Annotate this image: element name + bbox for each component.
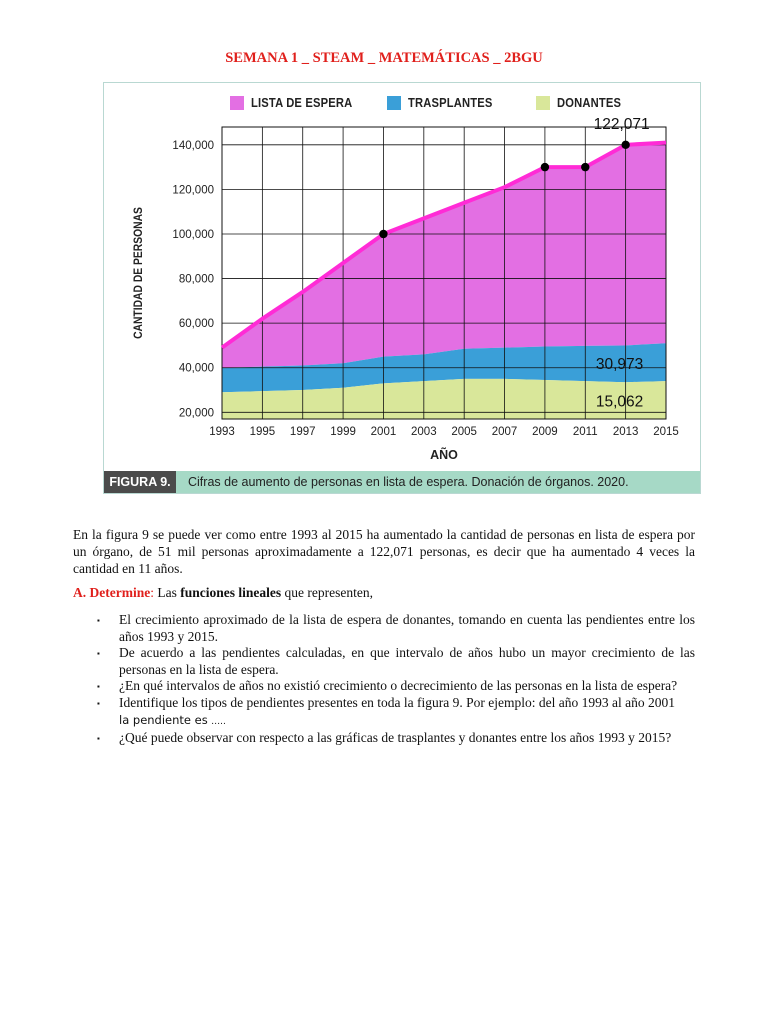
data-point-marker bbox=[541, 163, 549, 171]
list-item-text: ¿Qué puede observar con respecto a las gráficas de trasplantes y donantes entre los años 1993 y 2015? bbox=[119, 730, 672, 746]
bullet-icon: ▪ bbox=[97, 698, 100, 708]
data-point-marker bbox=[621, 141, 629, 149]
list-item bbox=[97, 645, 695, 678]
y-tick-label: 80,000 bbox=[178, 273, 214, 286]
bullet-icon: ▪ bbox=[97, 616, 100, 625]
chart-area bbox=[104, 83, 700, 469]
x-tick-label: 2015 bbox=[653, 426, 679, 438]
list-item bbox=[97, 612, 695, 645]
legend-label-donors: DONANTES bbox=[557, 95, 622, 110]
document-title: SEMANA 1 _ STEAM _ MATEMÁTICAS _ 2BGU bbox=[225, 50, 543, 66]
task-heading-colon: : bbox=[150, 585, 154, 600]
data-point-marker bbox=[379, 230, 387, 238]
task-heading-strong: funciones lineales bbox=[180, 585, 282, 600]
x-tick-label: 1993 bbox=[209, 426, 235, 438]
task-heading-post: que representen, bbox=[281, 585, 373, 600]
data-point-marker bbox=[581, 163, 589, 171]
x-tick-label: 2011 bbox=[572, 426, 598, 438]
y-tick-label: 40,000 bbox=[178, 362, 214, 375]
list-item bbox=[97, 730, 695, 747]
x-tick-label: 1995 bbox=[249, 426, 276, 438]
list-item-note: la pendiente es bbox=[119, 712, 208, 727]
figure-9 bbox=[103, 82, 701, 494]
x-tick-label: 2001 bbox=[370, 426, 397, 438]
data-annotation-label: 122,071 bbox=[593, 116, 650, 134]
x-tick-label: 2007 bbox=[491, 426, 518, 438]
task-heading-lead: A. Determine bbox=[73, 585, 151, 600]
list-item bbox=[97, 695, 695, 730]
y-tick-label: 120,000 bbox=[172, 184, 214, 197]
y-tick-label: 20,000 bbox=[178, 407, 214, 420]
list-item bbox=[97, 678, 695, 695]
bullet-icon: ▪ bbox=[97, 682, 100, 692]
y-tick-label: 60,000 bbox=[178, 318, 214, 331]
y-tick-label: 140,000 bbox=[172, 139, 214, 152]
x-tick-label: 2013 bbox=[612, 426, 639, 438]
list-item-text: El crecimiento aproximado de la lista de espera de donantes, tomando en cuenta las pendientes entre los años 1993 y 2015. bbox=[119, 612, 695, 644]
data-annotation-label: 30,973 bbox=[595, 355, 644, 373]
x-tick-label: 2005 bbox=[451, 426, 477, 438]
list-item-dots: ….. bbox=[211, 716, 226, 727]
figure-caption bbox=[104, 471, 700, 493]
y-axis-label: CANTIDAD DE PERSONAS bbox=[132, 207, 146, 339]
task-heading-pre: Las bbox=[153, 585, 181, 600]
x-axis-label: AÑO bbox=[430, 448, 458, 462]
list-item-text: De acuerdo a las pendientes calculadas, en que intervalo de años hubo un mayor crecimiento de las personas en la lista de espera. bbox=[119, 645, 695, 677]
figure-caption-tag: FIGURA 9. bbox=[104, 471, 176, 493]
list-item-text: ¿En qué intervalos de años no existió crecimiento o decrecimiento de las personas en la lista de espera? bbox=[119, 678, 678, 694]
intro-paragraph: En la figura 9 se puede ver como entre 1993 al 2015 ha aumentado la cantidad de personas en lista de espera por un órgano, de 51 mil personas aproximadamente a 122,071 personas, es decir que ha aumentado 4 veces la cantidad en 11 años. bbox=[73, 527, 695, 576]
data-annotation-label: 15,062 bbox=[595, 393, 644, 411]
list-item-text: Identifique los tipos de pendientes presentes en toda la figura 9. Por ejemplo: del año 1993 al año 2001 bbox=[119, 694, 675, 710]
x-tick-label: 2009 bbox=[532, 426, 558, 438]
x-tick-label: 2003 bbox=[411, 426, 437, 438]
x-tick-label: 1997 bbox=[289, 426, 316, 438]
x-tick-label: 1999 bbox=[330, 426, 356, 438]
bullet-icon: ▪ bbox=[97, 649, 100, 659]
figure-caption-text: Cifras de aumento de personas en lista de espera. Donación de órganos. 2020. bbox=[188, 475, 629, 489]
task-list bbox=[97, 612, 695, 747]
y-tick-label: 100,000 bbox=[172, 228, 214, 241]
task-heading bbox=[73, 585, 695, 601]
legend-label-waitlist: LISTA DE ESPERA bbox=[251, 95, 353, 110]
bullet-icon: ▪ bbox=[97, 734, 100, 744]
legend-label-transplants: TRASPLANTES bbox=[408, 95, 493, 110]
